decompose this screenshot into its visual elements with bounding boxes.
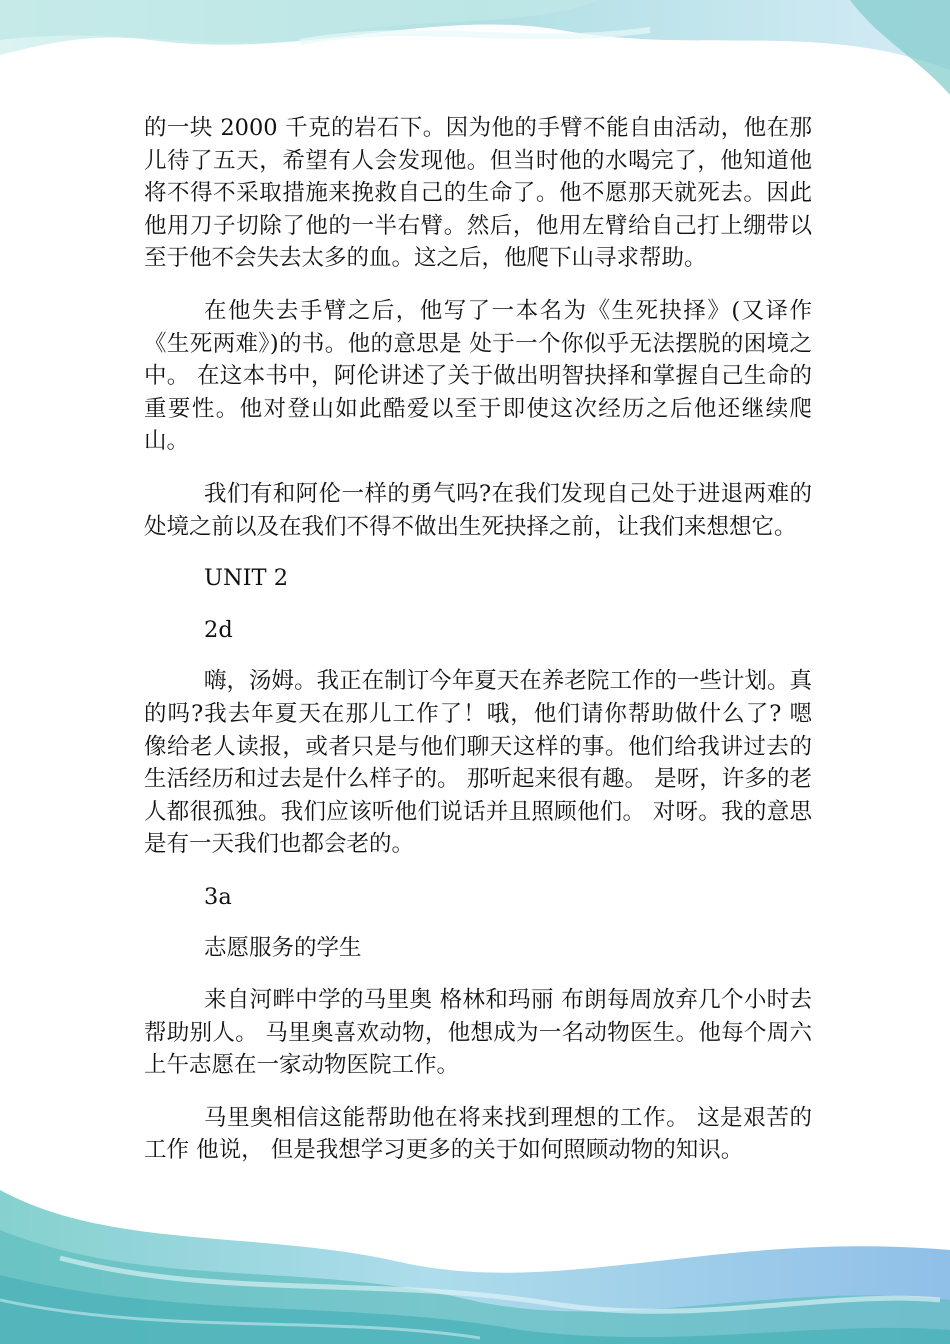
top-wave — [0, 0, 950, 95]
section-label-3a: 3a — [204, 883, 232, 910]
paragraph-dialogue: 嗨，汤姆。我正在制订今年夏天在养老院工作的一些计划。真的吗?我去年夏天在那儿工作了！哦，他们请你帮助做什么了? 嗯 像给老人读报，或者只是与他们聊天这样的事。他们给我讲过去的生活经历和过去是什么样子的。 那听起来很有趣。 是呀，许多的老人都很孤独。我们应该听他们说话并且照顾他们。 对呀。我的意思是有一天我们也都会老的。 — [144, 668, 812, 858]
document-body — [144, 112, 812, 1167]
article-title: 志愿服务的学生 — [204, 935, 362, 962]
paragraph-2: 在他失去手臂之后，他写了一本名为《生死抉择》(又译作《生死两难》)的书。他的意思是 处于一个你似乎无法摆脱的困境之中。 在这本书中，阿伦讲述了关于做出明智抉择和掌握自己生命的重要性。他对登山如此酷爱以至于即使这次经历之后他还继续爬山。 — [144, 297, 812, 455]
paragraph-1: 的一块 2000 千克的岩石下。因为他的手臂不能自由活动，他在那儿待了五天，希望有人会发现他。但当时他的水喝完了，他知道他将不得不采取措施来挽救自己的生命了。他不愿那天就死去。因此他用刀子切除了他的一半右臂。然后，他用左臂给自己打上绷带以至于他不会失去太多的血。这之后，他爬下山寻求帮助。 — [144, 115, 812, 272]
unit-heading: UNIT 2 — [204, 565, 289, 592]
bottom-wave — [0, 1190, 950, 1344]
section-label-2d: 2d — [204, 616, 233, 643]
paragraph-3: 我们有和阿伦一样的勇气吗?在我们发现自己处于进退两难的处境之前以及在我们不得不做出生死抉择之前，让我们来想想它。 — [144, 480, 812, 540]
paragraph-mario-2: 马里奥相信这能帮助他在将来找到理想的工作。 这是艰苦的工作 他说， 但是我想学习更多的关于如何照顾动物的知识。 — [144, 1104, 812, 1164]
paragraph-mario-1: 来自河畔中学的马里奥 格林和玛丽 布朗每周放弃几个小时去帮助别人。 马里奥喜欢动物，他想成为一名动物医生。他每个周六上午志愿在一家动物医院工作。 — [144, 987, 812, 1079]
